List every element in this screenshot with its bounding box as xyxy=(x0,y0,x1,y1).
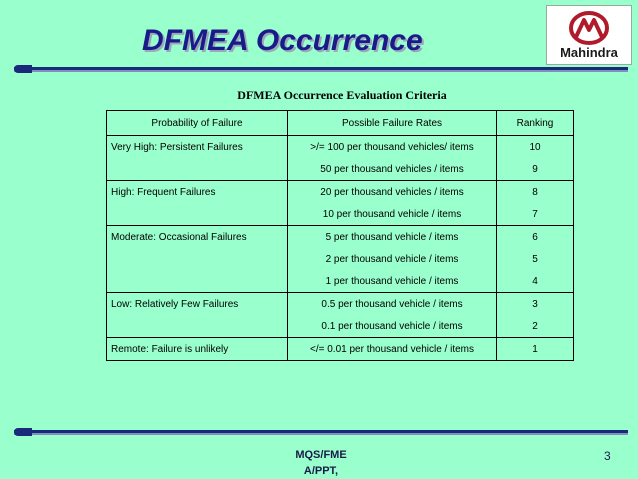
cell-ranking: 5 xyxy=(532,253,538,265)
cell-ranking: 9 xyxy=(497,158,574,181)
cell-probability: Very High: Persistent Failures xyxy=(107,136,288,159)
cell-ranking: 4 xyxy=(497,270,574,293)
slide-footer xyxy=(0,447,638,479)
cell-ranking: 10 xyxy=(529,141,541,153)
cell-rate: 10 per thousand vehicle / items xyxy=(288,203,497,226)
header-probability: Probability of Failure xyxy=(107,111,288,136)
table-row xyxy=(107,315,574,338)
mahindra-logo xyxy=(546,5,632,65)
occurrence-criteria-table xyxy=(106,110,574,361)
table-row xyxy=(107,338,574,361)
cell-rate: 5 per thousand vehicle / items xyxy=(288,226,497,249)
footer-line-1: MQS/FME xyxy=(295,449,347,461)
cell-rate: >/= 100 per thousand vehicles/ items xyxy=(288,136,497,159)
cell-ranking: 8 xyxy=(532,186,538,198)
table-row xyxy=(107,136,574,159)
cell-probability xyxy=(107,315,288,338)
cell-probability: Low: Relatively Few Failures xyxy=(107,293,288,316)
cell-probability xyxy=(107,270,288,293)
table-row xyxy=(107,226,574,249)
table-row xyxy=(107,203,574,226)
logo-wordmark: Mahindra xyxy=(560,45,618,60)
table-caption-text: DFMEA Occurrence Evaluation Criteria xyxy=(237,88,447,102)
cell-ranking: 6 xyxy=(532,231,538,243)
slide-title: DFMEA Occurrence xyxy=(142,24,423,57)
cell-ranking: 1 xyxy=(497,338,574,361)
table-row xyxy=(107,158,574,181)
cell-rate: 2 per thousand vehicle / items xyxy=(288,248,497,270)
cell-ranking: 2 xyxy=(497,315,574,338)
bottom-divider-bar xyxy=(14,428,628,436)
cell-probability xyxy=(107,203,288,226)
cell-probability: Moderate: Occasional Failures xyxy=(107,226,288,249)
table-row xyxy=(107,293,574,316)
mahindra-emblem-icon xyxy=(569,10,609,46)
table-header-row xyxy=(107,111,574,136)
footer-line-2: A/PPT, xyxy=(303,465,339,477)
page-number: 3 xyxy=(604,449,611,463)
table-row xyxy=(107,270,574,293)
cell-ranking: 3 xyxy=(532,298,538,310)
cell-probability xyxy=(107,248,288,270)
cell-rate: 0.1 per thousand vehicle / items xyxy=(288,315,497,338)
header-failure-rates: Possible Failure Rates xyxy=(288,111,497,136)
table-caption xyxy=(0,88,638,103)
cell-probability: Remote: Failure is unlikely xyxy=(107,338,288,361)
table-row xyxy=(107,181,574,204)
cell-probability: High: Frequent Failures xyxy=(107,181,288,204)
cell-rate: 1 per thousand vehicle / items xyxy=(288,270,497,293)
top-divider-bar xyxy=(14,65,628,73)
cell-ranking: 7 xyxy=(497,203,574,226)
cell-rate: </= 0.01 per thousand vehicle / items xyxy=(288,338,497,361)
header-ranking: Ranking xyxy=(497,111,574,136)
cell-probability xyxy=(107,158,288,181)
cell-rate: 50 per thousand vehicles / items xyxy=(288,158,497,181)
cell-rate: 20 per thousand vehicles / items xyxy=(288,181,497,204)
cell-rate: 0.5 per thousand vehicle / items xyxy=(288,293,497,316)
table-row xyxy=(107,248,574,270)
